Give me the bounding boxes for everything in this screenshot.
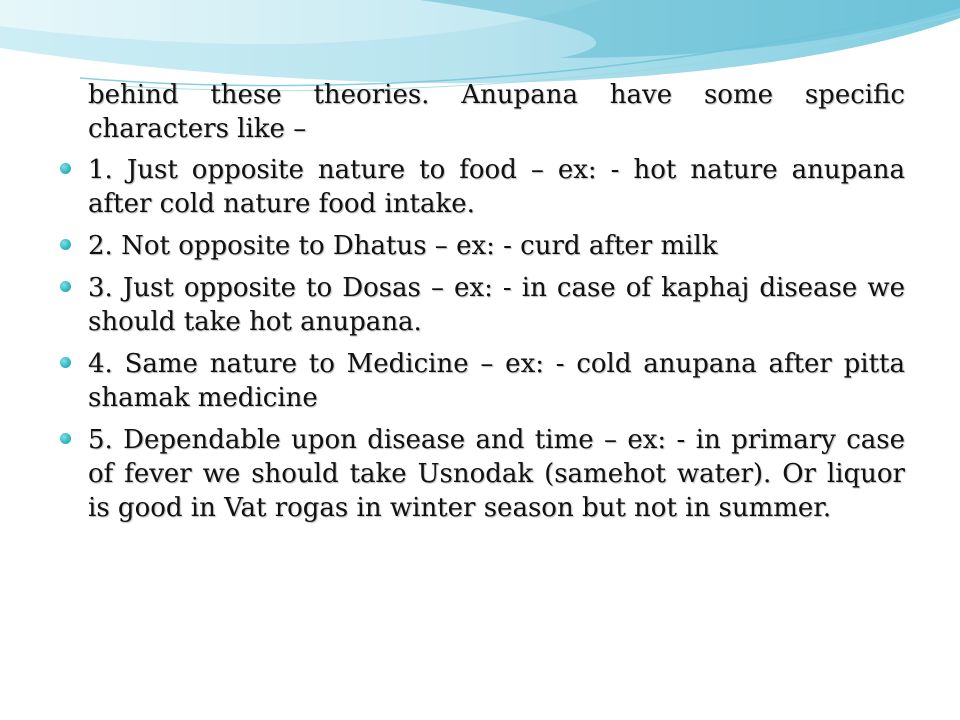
bullet-item [60,423,905,525]
bullet-item [60,271,905,339]
teal-dot-bullet-icon [60,239,71,250]
teal-dot-bullet-icon [60,357,71,368]
teal-dot-bullet-icon [60,281,71,292]
bullet-text: 5. Dependable upon disease and time – ex: - in primary case of fever we should take Usnodak (samehot water). Or liquor is good in Vat rogas in winter season but not in summer. [88,425,905,523]
bullet-text: 3. Just opposite to Dosas – ex: - in case of kaphaj disease we should take hot anupana. [88,273,905,337]
bullet-item [60,347,905,415]
intro-text: behind these theories. Anupana have some specific characters like – [88,80,905,144]
bullet-item [60,229,905,263]
teal-dot-bullet-icon [60,163,71,174]
bullet-text: 1. Just opposite nature to food – ex: - hot nature anupana after cold nature food intake. [88,155,905,219]
bullet-text: 4. Same nature to Medicine – ex: - cold anupana after pitta shamak medicine [88,349,905,413]
bullet-item [60,153,905,221]
bullet-text: 2. Not opposite to Dhatus – ex: - curd after milk [88,231,718,261]
teal-dot-bullet-icon [60,433,71,444]
slide-body [60,78,905,533]
